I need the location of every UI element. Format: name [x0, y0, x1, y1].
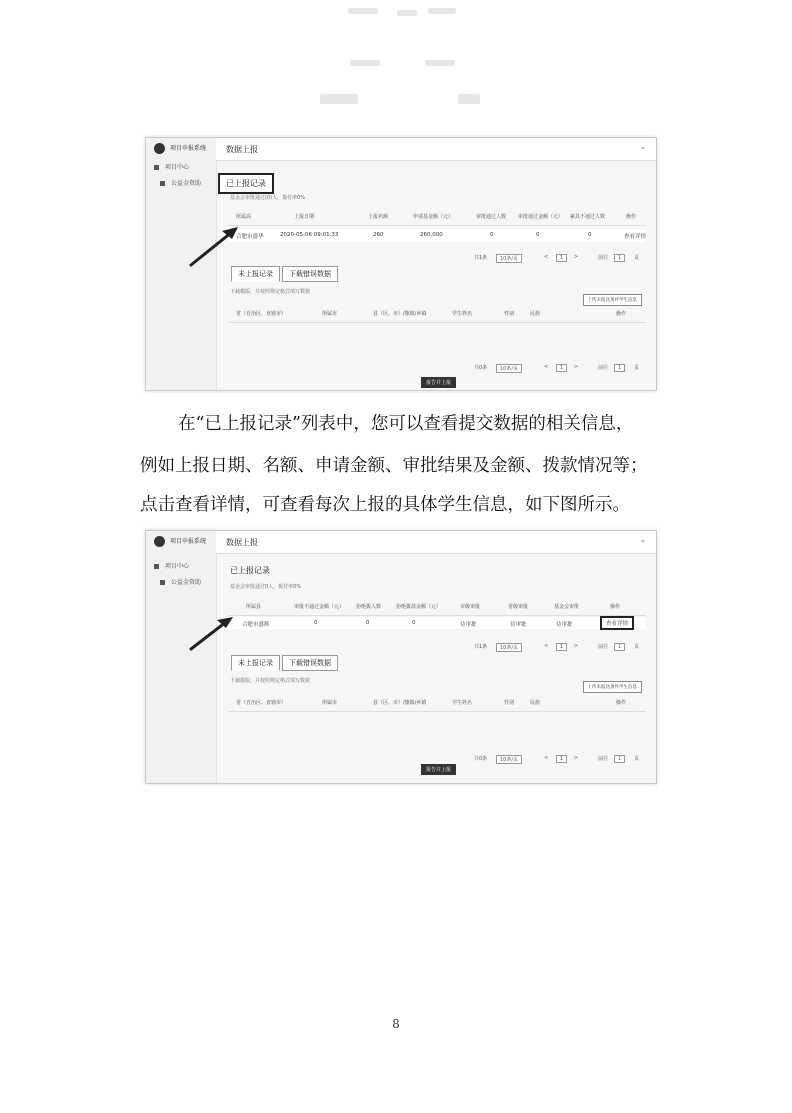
chevron-down-icon[interactable]: ⌄ [640, 143, 646, 151]
table-cell: 合肥市盛华 [236, 234, 264, 240]
column-header: 省（自治区、直辖市） [236, 700, 287, 706]
column-header: 县（区、市）/旗镇/乡镇 [373, 700, 427, 706]
sidebar-item-project-center[interactable]: 项目中心 [154, 561, 189, 570]
table-cell: 0 [412, 620, 416, 626]
scan-artifact [428, 8, 456, 14]
current-page[interactable]: 1 [556, 254, 567, 262]
column-header: 拒绝拨入数 [356, 604, 382, 610]
column-header: 申请基金额（元） [413, 214, 454, 220]
column-header: 累具不通过人数 [570, 214, 606, 220]
upload-students-button[interactable]: 上传未报送条件学生信息 [583, 681, 643, 693]
column-header: 民族 [530, 700, 541, 706]
table-cell: 待审批 [510, 622, 527, 628]
page-unit: 页 [634, 365, 640, 371]
column-header: 学生姓名 [452, 311, 473, 317]
table-cell: 0 [588, 232, 592, 238]
screenshot-data-report-2 [145, 530, 657, 784]
column-header: 省级审批 [508, 604, 529, 610]
column-header: 学生姓名 [452, 700, 473, 706]
column-header: 性别 [504, 700, 515, 706]
goto-label: 前往 [598, 756, 609, 762]
next-page-button[interactable]: > [574, 755, 579, 761]
scan-artifact [320, 94, 358, 104]
arrow-icon [146, 138, 656, 390]
page-size-select[interactable]: 10条/页 [496, 254, 522, 263]
submit-report-button[interactable]: 报告并上报 [421, 377, 456, 388]
table-cell: 待审批 [460, 622, 477, 628]
view-details-link[interactable]: 查看详情 [624, 234, 647, 240]
page-header: 数据上报 [226, 145, 258, 154]
section-title-reported[interactable]: 已上报记录 [230, 566, 270, 575]
page-number: 8 [392, 1017, 400, 1031]
pager-total: 共1条 [474, 255, 488, 261]
caption-line: 在“已上报记录”列表中，您可以查看提交数据的相关信息， [178, 414, 634, 434]
goto-label: 前往 [598, 255, 609, 261]
table-cell: 260 [373, 232, 384, 238]
arrow-icon [146, 531, 656, 783]
table-cell: 0 [536, 232, 540, 238]
pager-total: 共1条 [474, 644, 488, 650]
tab-unreported[interactable]: 未上报记录 [231, 655, 280, 671]
pager-total: 共0条 [474, 756, 488, 762]
table-cell: 260,000 [420, 232, 443, 238]
table-cell: 待审批 [556, 622, 573, 628]
goto-page-input[interactable]: 1 [614, 755, 625, 763]
column-header: 市级审批 [460, 604, 481, 610]
tab-unreported[interactable]: 未上报记录 [231, 266, 280, 282]
next-page-button[interactable]: > [574, 643, 579, 649]
column-header: 上报日期 [294, 214, 315, 220]
template-hint: 下载模版，并按照规定格式填写数据 [230, 678, 311, 684]
table-cell: 2020-05-06 09:01:33 [280, 232, 339, 238]
scan-artifact [458, 94, 480, 104]
table-cell: 0 [490, 232, 494, 238]
column-header: 县（区、市）/旗镇/乡镇 [373, 311, 427, 317]
app-title: 项目申报系统 [170, 538, 207, 545]
submit-report-button[interactable]: 报告并上报 [421, 764, 456, 775]
column-header: 拒绝拨款金额（元） [396, 604, 442, 610]
sidebar-item-welfare-fund[interactable]: 公益金资助 [160, 577, 201, 586]
caption-line: 点击查看详情，可查看每次上报的具体学生信息，如下图所示。 [140, 495, 630, 515]
tab-download-errors[interactable]: 下载错误数据 [282, 266, 338, 282]
column-header: 审批通过人数 [476, 214, 507, 220]
page-size-select[interactable]: 10条/页 [496, 364, 522, 373]
column-header: 民族 [530, 311, 541, 317]
prev-page-button[interactable]: < [544, 364, 549, 370]
sidebar-item-welfare-fund[interactable]: 公益金资助 [160, 178, 201, 187]
goto-page-input[interactable]: 1 [614, 643, 625, 651]
page-size-select[interactable]: 10条/页 [496, 755, 522, 764]
chevron-down-icon[interactable]: ⌄ [640, 536, 646, 544]
column-header: 基金会审批 [554, 604, 580, 610]
scan-artifact [350, 60, 380, 66]
current-page[interactable]: 1 [556, 755, 567, 763]
page-unit: 页 [634, 756, 640, 762]
goto-page-input[interactable]: 1 [614, 364, 625, 372]
current-page[interactable]: 1 [556, 643, 567, 651]
prev-page-button[interactable]: < [544, 755, 549, 761]
caption-line: 例如上报日期、名额、申请金额、审批结果及金额、拨款情况等； [140, 456, 648, 476]
column-header: 审批通过金额（元） [518, 214, 564, 220]
column-header: 审批不通过金额（元） [294, 604, 345, 610]
scan-artifact [348, 8, 378, 14]
column-header: 操作 [616, 700, 627, 706]
current-page[interactable]: 1 [556, 364, 567, 372]
tab-download-errors[interactable]: 下载错误数据 [282, 655, 338, 671]
template-hint: 下载模版，并按照规定格式填写数据 [230, 289, 311, 295]
prev-page-button[interactable]: < [544, 254, 549, 260]
app-title: 项目申报系统 [170, 145, 207, 152]
page-unit: 页 [634, 255, 640, 261]
column-header: 操作 [610, 604, 621, 610]
column-header: 省（自治区、直辖市） [236, 311, 287, 317]
next-page-button[interactable]: > [574, 364, 579, 370]
scan-artifact [425, 60, 455, 66]
approval-hint: 基金会审批通过0人，拨付率0% [230, 584, 302, 590]
column-header: 性别 [504, 311, 515, 317]
table-cell: 0 [366, 620, 370, 626]
column-header: 所属县 [246, 604, 262, 610]
upload-students-button[interactable]: 上传未报送条件学生信息 [583, 294, 643, 306]
approval-hint: 基金会审批通过(0)人，拨付率0% [230, 195, 306, 201]
next-page-button[interactable]: > [574, 254, 579, 260]
sidebar-item-project-center[interactable]: 项目中心 [154, 162, 189, 171]
table-cell: 0 [314, 620, 318, 626]
column-header: 操作 [626, 214, 637, 220]
prev-page-button[interactable]: < [544, 643, 549, 649]
column-header: 上报名额 [368, 214, 389, 220]
view-details-button[interactable]: 查看详情 [600, 616, 634, 630]
column-header: 操作 [616, 311, 627, 317]
page-size-select[interactable]: 10条/页 [496, 643, 522, 652]
column-header: 所属市 [322, 311, 338, 317]
column-header: 所属高 [236, 214, 252, 220]
screenshot-data-report-1 [145, 137, 657, 391]
column-header: 所属市 [322, 700, 338, 706]
goto-label: 前往 [598, 644, 609, 650]
page-header: 数据上报 [226, 538, 258, 547]
goto-label: 前往 [598, 365, 609, 371]
scan-artifact [397, 10, 417, 16]
table-cell: 合肥市盛辉 [242, 622, 270, 628]
page-unit: 页 [634, 644, 640, 650]
goto-page-input[interactable]: 1 [614, 254, 625, 262]
pager-total: 共0条 [474, 365, 488, 371]
section-title-reported[interactable]: 已上报记录 [218, 173, 274, 194]
